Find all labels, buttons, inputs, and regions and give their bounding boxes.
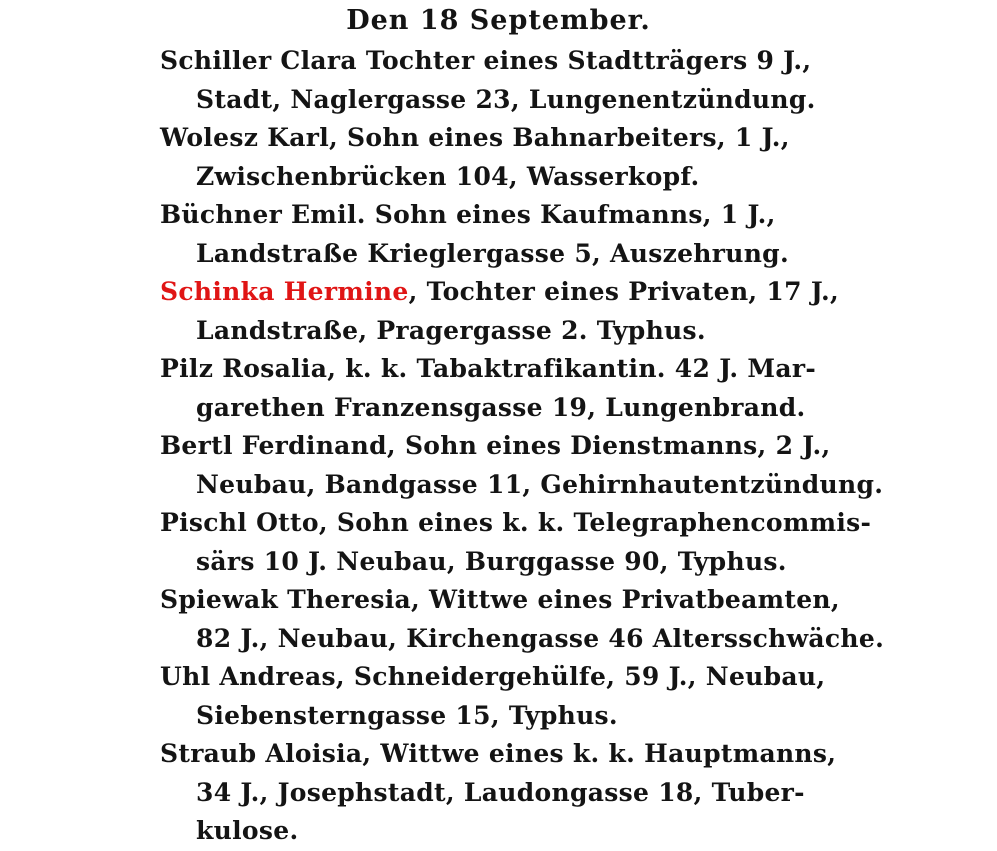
notice-text: Sohn eines k. k. Telegraphencommis- — [336, 508, 872, 537]
notice-text: Neubau, Bandgasse 11, Gehirnhautentzündung. — [196, 469, 884, 499]
notice-text: kulose. — [196, 816, 299, 845]
notice-text: Tochter eines Stadtträgers 9 J., — [365, 46, 812, 75]
notice-text: , Tochter eines Privaten, 17 J., — [408, 277, 840, 306]
notice-entry — [160, 350, 860, 427]
notice-text: Landstraße, Pragergasse 2. Typhus. — [196, 315, 706, 345]
deceased-name: Bertl Ferdinand, — [160, 431, 396, 460]
notice-entry-highlighted — [160, 273, 860, 350]
notice-text: Zwischenbrücken 104, Wasserkopf. — [196, 161, 700, 191]
notice-entry — [160, 119, 860, 196]
notice-text: Wittwe eines k. k. Hauptmanns, — [380, 739, 837, 768]
deceased-name: Pischl Otto, — [160, 508, 328, 537]
notice-text: k. k. Tabaktrafikantin. 42 J. Mar- — [345, 354, 817, 383]
notice-text: Schneidergehülfe, 59 J., Neubau, — [353, 662, 826, 691]
notice-entry — [160, 42, 860, 119]
notice-text: garethen Franzensgasse 19, Lungenbrand. — [196, 392, 806, 422]
deceased-name: Wolesz Karl, — [160, 123, 338, 152]
deceased-name: Pilz Rosalia, — [160, 354, 337, 383]
notice-entry — [160, 658, 860, 735]
deceased-name: Büchner Emil. — [160, 200, 366, 229]
deceased-name: Uhl Andreas, — [160, 662, 345, 691]
highlighted-deceased-name: Schinka Hermine — [160, 277, 409, 306]
notice-text: 34 J., Josephstadt, Laudongasse 18, Tuber- — [196, 777, 805, 807]
notice-entry — [160, 581, 885, 658]
notice-text: Sohn eines Kaufmanns, 1 J., — [374, 200, 776, 229]
notice-text: särs 10 J. Neubau, Burggasse 90, Typhus. — [196, 546, 787, 576]
notice-text: Stadt, Naglergasse 23, Lungenentzündung. — [196, 84, 816, 114]
notice-entry — [160, 735, 860, 851]
deceased-name: Schiller Clara — [160, 46, 357, 75]
notice-text: Sohn eines Bahnarbeiters, 1 J., — [347, 123, 790, 152]
notice-entry — [160, 427, 884, 504]
notice-text: Landstraße Krieglergasse 5, Auszehrung. — [196, 238, 789, 268]
deceased-name: Straub Aloisia, — [160, 739, 372, 768]
notice-text: 82 J., Neubau, Kirchengasse 46 Altersschwäche. — [196, 623, 885, 653]
deceased-name: Spiewak Theresia, — [160, 585, 421, 614]
death-notice-list — [160, 42, 885, 851]
notice-entry — [160, 196, 860, 273]
notice-text: Wittwe eines Privatbeamten, — [429, 585, 840, 614]
date-heading: Den 18 September. — [346, 5, 651, 36]
notice-text: Siebensterngasse 15, Typhus. — [196, 700, 618, 730]
notice-entry — [160, 504, 872, 581]
notice-text: Sohn eines Dienstmanns, 2 J., — [404, 431, 831, 460]
